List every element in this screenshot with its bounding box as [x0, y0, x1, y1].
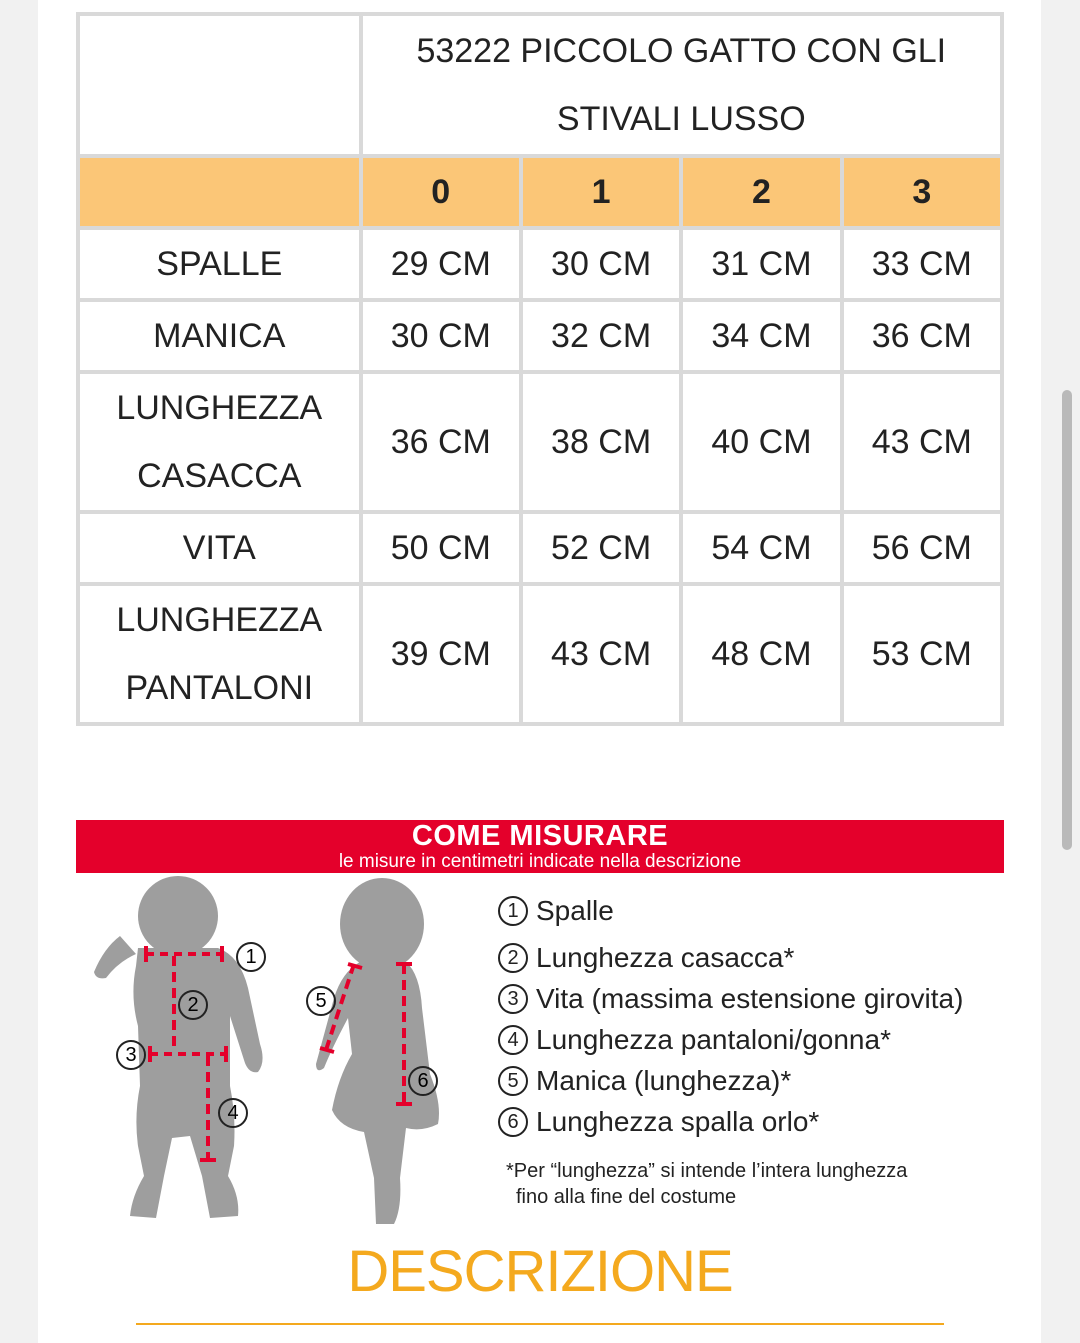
marker-3-icon: 3	[116, 1040, 146, 1070]
table-row-manica	[78, 300, 1002, 372]
product-title-line-1: 53222 PICCOLO GATTO CON GLI	[416, 32, 947, 70]
row-label: MANICA	[78, 300, 361, 372]
legend-label: Lunghezza casacca*	[536, 942, 795, 973]
legend-label: Manica (lunghezza)*	[536, 1065, 792, 1096]
number-6-icon: 6	[498, 1107, 528, 1137]
guide-subtitle: le misure in centimetri indicate nella descrizione	[338, 851, 742, 872]
table-corner-cell	[78, 14, 361, 156]
guide-title: COME MISURARE	[411, 820, 669, 852]
legend-item	[498, 1019, 1018, 1060]
table-cell: 30 CM	[521, 228, 681, 300]
table-cell: 30 CM	[361, 300, 521, 372]
marker-6-icon: 6	[408, 1066, 438, 1096]
table-cell: 53 CM	[842, 584, 1002, 724]
table-cell: 36 CM	[361, 372, 521, 512]
size-header-0: 0	[361, 156, 521, 228]
girl-silhouette-figure	[312, 878, 452, 1228]
girl-silhouette	[316, 878, 439, 1224]
note-line-2: fino alla fine del costume	[516, 1186, 737, 1208]
table-row-vita	[78, 512, 1002, 584]
table-cell: 33 CM	[842, 228, 1002, 300]
number-2-icon: 2	[498, 943, 528, 973]
table-cell: 32 CM	[521, 300, 681, 372]
legend-label: Lunghezza spalla orlo*	[536, 1106, 820, 1137]
size-header-2: 2	[681, 156, 841, 228]
table-cell: 52 CM	[521, 512, 681, 584]
table-cell: 54 CM	[681, 512, 841, 584]
note-line-1: *Per “lunghezza” si intende l’intera lunghezza	[506, 1160, 908, 1182]
size-header-3: 3	[842, 156, 1002, 228]
table-cell: 56 CM	[842, 512, 1002, 584]
table-cell: 29 CM	[361, 228, 521, 300]
row-label: LUNGHEZZA PANTALONI	[78, 584, 361, 724]
size-table	[76, 12, 1004, 726]
table-cell: 50 CM	[361, 512, 521, 584]
description-heading: DESCRIZIONE	[347, 1239, 733, 1304]
row-label: SPALLE	[78, 228, 361, 300]
table-row-lunghezza-pantaloni	[78, 584, 1002, 724]
table-cell: 38 CM	[521, 372, 681, 512]
measure-legend	[498, 890, 1018, 1142]
product-title-cell	[361, 14, 1002, 156]
table-cell: 43 CM	[842, 372, 1002, 512]
size-header-blank	[78, 156, 361, 228]
table-row-spalle	[78, 228, 1002, 300]
size-header-1: 1	[521, 156, 681, 228]
measure-guide-banner	[76, 820, 1004, 873]
legend-item	[498, 890, 1018, 931]
number-3-icon: 3	[498, 984, 528, 1014]
marker-1-icon: 1	[236, 942, 266, 972]
product-title-line-2: STIVALI LUSSO	[556, 100, 806, 138]
scrollbar[interactable]	[1062, 390, 1072, 850]
table-cell: 36 CM	[842, 300, 1002, 372]
legend-item	[498, 978, 1018, 1019]
table-cell: 39 CM	[361, 584, 521, 724]
number-5-icon: 5	[498, 1066, 528, 1096]
legend-label: Spalle	[536, 895, 614, 926]
row-label: LUNGHEZZA CASACCA	[78, 372, 361, 512]
table-row-lunghezza-casacca	[78, 372, 1002, 512]
table-cell: 31 CM	[681, 228, 841, 300]
description-divider	[136, 1323, 944, 1325]
legend-item	[498, 1101, 1018, 1142]
table-cell: 48 CM	[681, 584, 841, 724]
legend-item	[498, 937, 1018, 978]
marker-5-icon: 5	[306, 986, 336, 1016]
length-note	[506, 1158, 1006, 1210]
legend-label: Vita (massima estensione girovita)	[536, 983, 964, 1014]
table-cell: 34 CM	[681, 300, 841, 372]
legend-item	[498, 1060, 1018, 1101]
row-label: VITA	[78, 512, 361, 584]
number-1-icon: 1	[498, 896, 528, 926]
marker-4-icon: 4	[218, 1098, 248, 1128]
table-cell: 43 CM	[521, 584, 681, 724]
legend-label: Lunghezza pantaloni/gonna*	[536, 1024, 891, 1055]
number-4-icon: 4	[498, 1025, 528, 1055]
table-cell: 40 CM	[681, 372, 841, 512]
marker-2-icon: 2	[178, 990, 208, 1020]
